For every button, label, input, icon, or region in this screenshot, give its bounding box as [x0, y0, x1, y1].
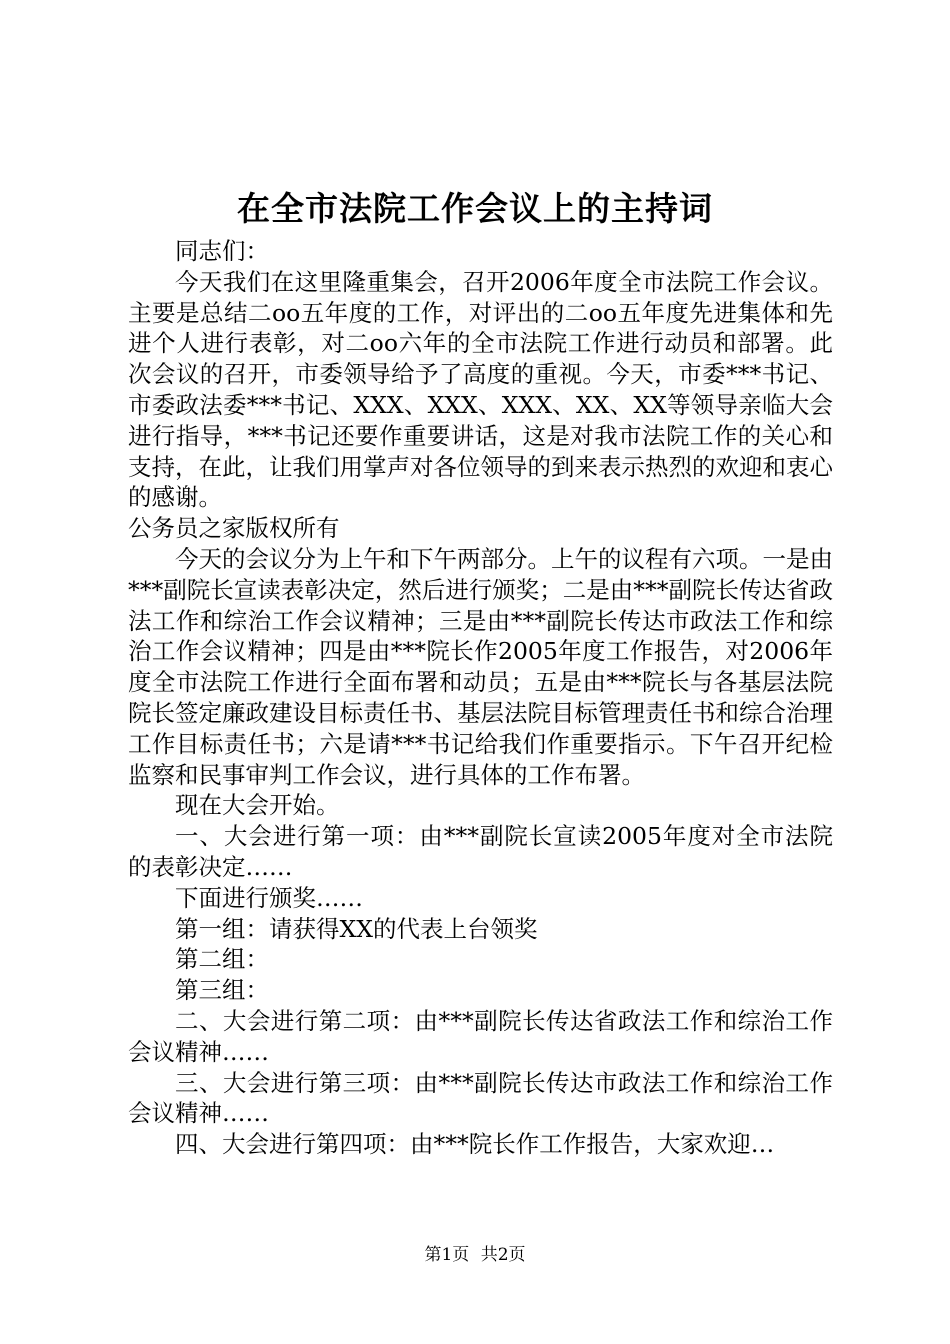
document-body [128, 236, 833, 1160]
item-three-paragraph: 三、大会进行第三项：由***副院长传达市政法工作和综治工作会议精神…… [128, 1068, 833, 1128]
item-four-paragraph: 四、大会进行第四项：由***院长作工作报告，大家欢迎… [175, 1130, 775, 1159]
document-title: 在全市法院工作会议上的主持词 [237, 189, 713, 228]
page-total: 共2页 [480, 1245, 526, 1265]
opening-paragraph: 今天我们在这里隆重集会，召开2006年度全市法院工作会议。主要是总结二oo五年度的工作，对评出的二oo五年度先进集体和先进个人进行表彰，对二oo六年的全市法院工作进行动员和部署。此次会议的召开，市委领导给予了高度的重视。今天，市委***书记、市委政法委***书记、XXX、XXX、XXX、XX、XX等领导亲临大会进行指导，***书记还要作重要讲话，这是对我市法院工作的关心和支持，在此，让我们用掌声对各位领导的到来表示热烈的欢迎和衷心的感谢。 [128, 267, 833, 512]
salutation-paragraph: 同志们： [175, 237, 269, 265]
meeting-start-paragraph: 现在大会开始。 [175, 791, 340, 820]
group-one-paragraph: 第一组：请获得XX的代表上台领奖 [175, 914, 538, 943]
item-one-paragraph: 一、大会进行第一项：由***副院长宣读2005年度对全市法院的表彰决定…… [128, 822, 833, 881]
copyright-line: 公务员之家版权所有 [128, 514, 340, 543]
award-paragraph: 下面进行颁奖…… [175, 883, 363, 912]
item-two-paragraph: 二、大会进行第二项：由***副院长传达省政法工作和综治工作会议精神…… [128, 1006, 833, 1066]
agenda-paragraph: 今天的会议分为上午和下午两部分。上午的议程有六项。一是由***副院长宣读表彰决定，然后进行颁奖；二是由***副院长传达省政法工作和综治工作会议精神；三是由***副院长传达市政法工作和综治工作会议精神；四是由***院长作2005年度工作报告，对2006年度全市法院工作进行全面布署和动员；五是由***院长与各基层法院院长签定廉政建设目标责任书、基层法院目标管理责任书和综合治理工作目标责任书；六是请***书记给我们作重要指示。下午召开纪检监察和民事审判工作会议，进行具体的工作布署。 [128, 544, 833, 789]
page-footer [0, 1243, 950, 1267]
group-two-paragraph: 第二组： [175, 945, 269, 974]
group-three-paragraph: 第三组： [175, 976, 269, 1005]
page-number: 第1页 [424, 1245, 470, 1265]
